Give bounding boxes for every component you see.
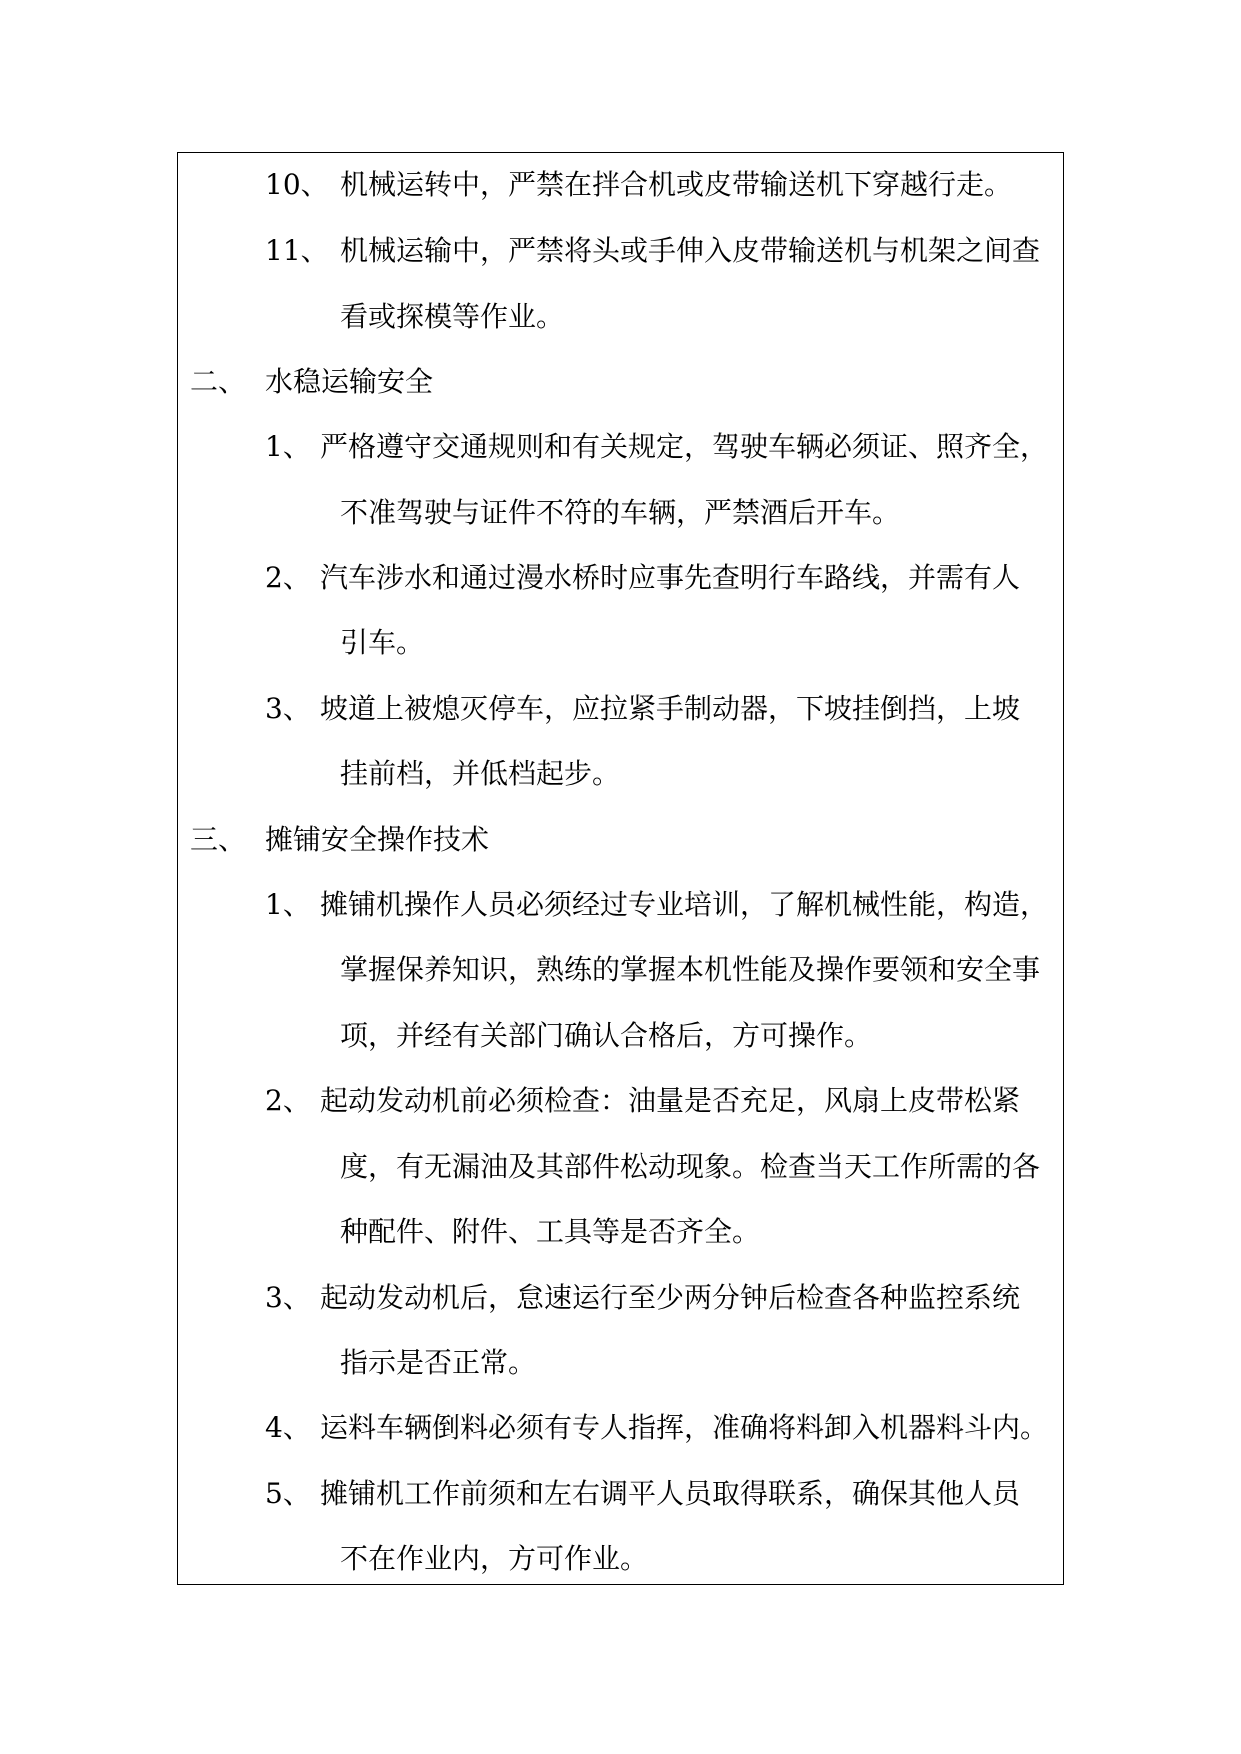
item-text: 不在作业内，方可作业。 (340, 1542, 649, 1575)
item-number: 2、 (265, 561, 311, 594)
item-text: 引车。 (340, 626, 425, 659)
item-text: 看或探模等作业。 (340, 300, 565, 333)
item-text: 机械运转中，严禁在拌合机或皮带输送机下穿越行走。 (340, 168, 1013, 201)
item-text: 坡道上被熄灭停车，应拉紧手制动器，下坡挂倒挡，上坡 (320, 692, 1021, 725)
item-text: 度，有无漏油及其部件松动现象。检查当天工作所需的各 (340, 1150, 1041, 1183)
item-text: 起动发动机前必须检查：油量是否充足，风扇上皮带松紧 (320, 1084, 1021, 1117)
item-number: 1、 (265, 430, 311, 463)
item-number: 10、 (265, 168, 329, 201)
item-text: 机械运输中，严禁将头或手伸入皮带输送机与机架之间查 (340, 234, 1041, 267)
item-number: 3、 (265, 1281, 311, 1314)
item-text: 不准驾驶与证件不符的车辆，严禁酒后开车。 (340, 496, 901, 529)
item-number: 1、 (265, 888, 311, 921)
item-text: 种配件、附件、工具等是否齐全。 (340, 1215, 761, 1248)
item-text: 挂前档，并低档起步。 (340, 757, 621, 790)
item-text: 指示是否正常。 (340, 1346, 537, 1379)
section-title: 水稳运输安全 (265, 365, 434, 398)
item-number: 4、 (265, 1411, 311, 1444)
item-text: 汽车涉水和通过漫水桥时应事先查明行车路线，并需有人 (320, 561, 1021, 594)
item-number: 3、 (265, 692, 311, 725)
item-text: 严格遵守交通规则和有关规定，驾驶车辆必须证、照齐全， (320, 430, 1049, 463)
section-title: 摊铺安全操作技术 (265, 823, 490, 856)
item-text: 项，并经有关部门确认合格后，方可操作。 (340, 1019, 873, 1052)
section-number: 三、 (190, 823, 247, 856)
item-text: 起动发动机后，怠速运行至少两分钟后检查各种监控系统 (320, 1281, 1021, 1314)
item-text: 摊铺机工作前须和左右调平人员取得联系，确保其他人员 (320, 1477, 1021, 1510)
item-number: 5、 (265, 1477, 311, 1510)
item-text: 运料车辆倒料必须有专人指挥，准确将料卸入机器料斗内。 (320, 1411, 1049, 1444)
item-number: 2、 (265, 1084, 311, 1117)
item-number: 11、 (265, 234, 329, 267)
item-text: 摊铺机操作人员必须经过专业培训，了解机械性能，构造， (320, 888, 1049, 921)
item-text: 掌握保养知识，熟练的掌握本机性能及操作要领和安全事 (340, 953, 1041, 986)
section-number: 二、 (190, 365, 247, 398)
